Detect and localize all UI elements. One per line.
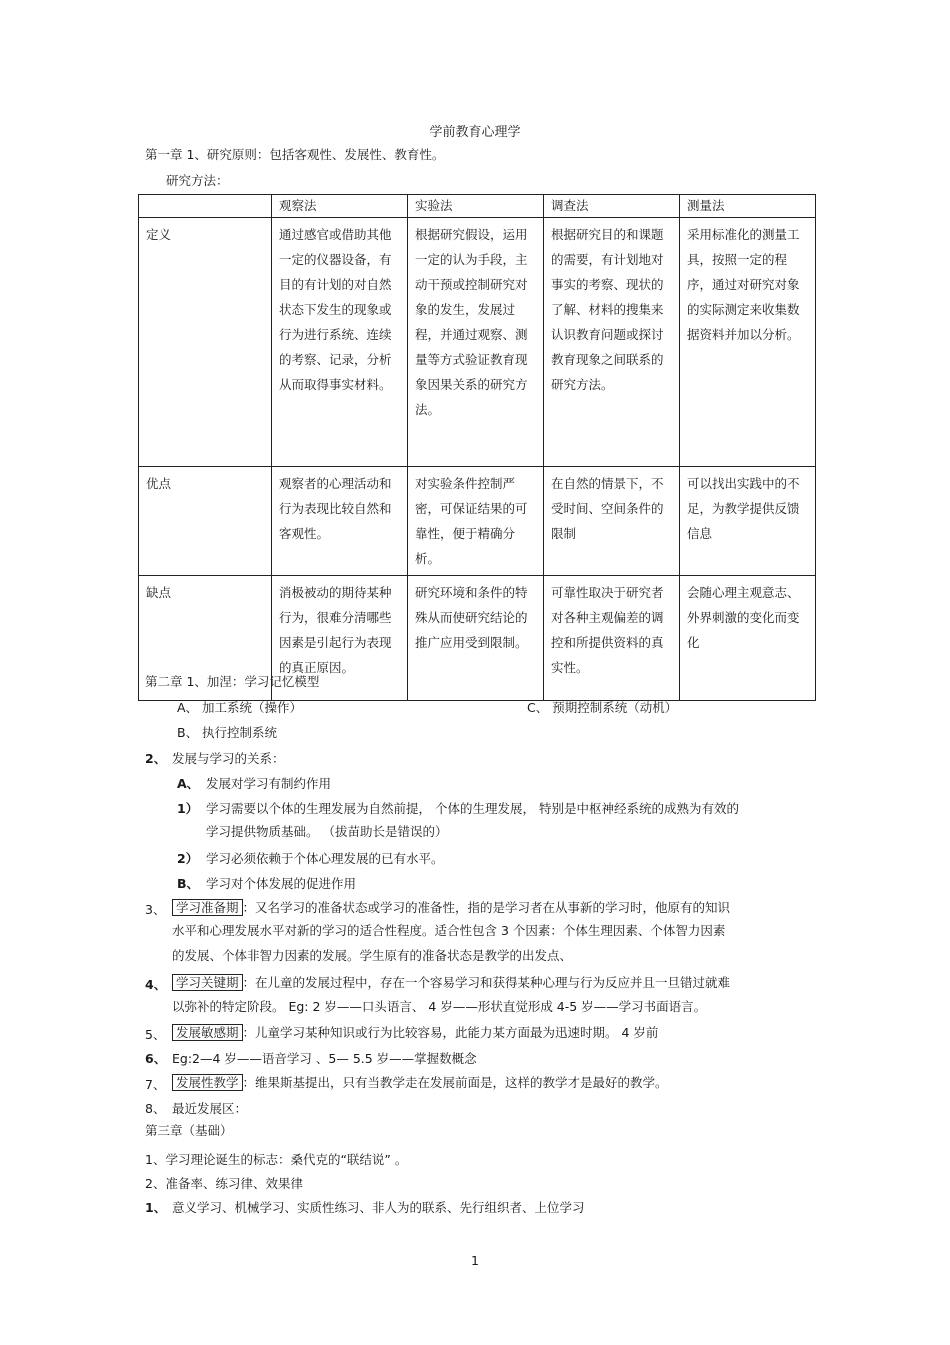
list-item: 最近发展区： — [172, 1101, 248, 1116]
list-item: 2、准备率、练习律、效果律 — [145, 1176, 303, 1191]
row-label: 定义 — [139, 218, 272, 467]
term-definition: ：维果斯基提出，只有当教学走在发展前面是，这样的教学才是最好的教学。 — [242, 1075, 668, 1090]
table-cell: 在自然的情景下，不受时间、空间条件的限制 — [544, 467, 680, 576]
item-number: 6、 — [145, 1051, 167, 1066]
list-item: 发展对学习有制约作用 — [206, 776, 332, 791]
list-item: 学习需要以个体的生理发展为自然前提， 个体的生理发展， 特别是中枢神经系统的成熟为有效的 — [206, 801, 739, 816]
table-header-cell — [139, 195, 272, 218]
list-item: 意义学习、机械学习、实质性练习、非人为的联系、先行组织者、上位学习 — [172, 1200, 585, 1215]
list-item: 学习提供物质基础。 （拔苗助长是错误的） — [206, 824, 448, 839]
chapter2-line: 第二章 1、加涅：学习记忆模型 — [145, 674, 320, 689]
list-item: 水平和心理发展水平对新的学习的适合性程度。适合性包含 3 个因素：个体生理因素、个体智力因素 — [172, 923, 726, 938]
list-item: 以弥补的特定阶段。 Eg: 2 岁——口头语言、 4 岁——形状直觉形成 4-5 岁——学习书面语言。 — [172, 999, 707, 1014]
table-row — [139, 467, 816, 576]
list-item: A、 加工系统（操作） — [177, 700, 303, 715]
table-header-row — [139, 195, 816, 218]
list-item: 的发展、个体非智力因素的发展。学生原有的准备状态是教学的出发点、 — [172, 948, 573, 963]
item-number: 3、 — [145, 902, 166, 917]
item-number: 2） — [177, 851, 199, 866]
list-item — [172, 898, 730, 916]
item-number: 1） — [177, 801, 199, 816]
item-number: 2、 — [145, 751, 167, 766]
table-header-cell: 实验法 — [408, 195, 544, 218]
item-number: 7、 — [145, 1077, 166, 1092]
list-item — [172, 1073, 668, 1091]
methods-label: 研究方法： — [166, 173, 229, 188]
table-cell: 可靠性取决于研究者对各种主观偏差的调控和所提供资料的真实性。 — [544, 576, 680, 701]
list-item: 学习必须依赖于个体心理发展的已有水平。 — [206, 851, 444, 866]
table-cell: 消极被动的期待某种行为，很难分清哪些因素是引起行为表现的真正原因。 — [272, 576, 408, 701]
term-box: 发展性教学 — [172, 1074, 243, 1091]
term-definition: ：又名学习的准备状态或学习的准备性，指的是学习者在从事新的学习时，他原有的知识 — [242, 900, 731, 915]
table-row — [139, 218, 816, 467]
term-box: 发展敏感期 — [172, 1024, 243, 1041]
item-letter: A、 — [177, 776, 200, 791]
row-label: 缺点 — [139, 576, 272, 701]
item-number: 1、 — [145, 1200, 167, 1215]
term-definition: ：儿童学习某种知识或行为比较容易，此能力某方面最为迅速时期。 4 岁前 — [242, 1025, 659, 1040]
table-cell: 会随心理主观意志、外界刺激的变化而变化 — [680, 576, 816, 701]
table-header-cell: 观察法 — [272, 195, 408, 218]
row-label: 优点 — [139, 467, 272, 576]
page-title: 学前教育心理学 — [429, 125, 521, 140]
table-cell: 对实验条件控制严密，可保证结果的可靠性，便于精确分析。 — [408, 467, 544, 576]
item-number: 8、 — [145, 1101, 166, 1116]
table-cell: 研究环境和条件的特殊从而使研究结论的推广应用受到限制。 — [408, 576, 544, 701]
table-header-cell: 调查法 — [544, 195, 680, 218]
list-item: 学习对个体发展的促进作用 — [206, 876, 357, 891]
list-item: 发展与学习的关系： — [172, 751, 285, 766]
chapter1-line: 第一章 1、研究原则：包括客观性、发展性、教育性。 — [145, 147, 445, 162]
list-item — [172, 973, 730, 991]
list-item: 1、学习理论诞生的标志：桑代克的“联结说” 。 — [145, 1152, 408, 1167]
item-letter: B、 — [177, 876, 200, 891]
item-number: 5、 — [145, 1027, 166, 1042]
term-definition: ：在儿童的发展过程中，存在一个容易学习和获得某种心理与行为反应并且一旦错过就难 — [242, 975, 731, 990]
page-number: 1 — [471, 1253, 479, 1268]
table-cell: 可以找出实践中的不足，为教学提供反馈信息 — [680, 467, 816, 576]
list-item: Eg:2—4 岁——语音学习 、5— 5.5 岁——掌握数概念 — [172, 1051, 477, 1066]
table-cell: 通过感官或借助其他一定的仪器设备，有目的有计划的对自然状态下发生的现象或行为进行系统、连续的考察、记录，分析从而取得事实材料。 — [272, 218, 408, 467]
table-header-cell: 测量法 — [680, 195, 816, 218]
table-cell: 根据研究目的和课题的需要，有计划地对事实的考察、现状的了解、材料的搜集来认识教育问题或探讨教育现象之间联系的研究方法。 — [544, 218, 680, 467]
chapter3-title: 第三章（基础） — [145, 1123, 233, 1138]
term-box: 学习关键期 — [172, 974, 243, 991]
list-item: C、 预期控制系统（动机） — [527, 700, 678, 715]
item-number: 4、 — [145, 977, 167, 992]
list-item — [172, 1023, 658, 1041]
list-item: B、 执行控制系统 — [177, 725, 278, 740]
table-cell: 根据研究假设，运用一定的认为手段，主动干预或控制研究对象的发生，发展过程，并通过观察、测量等方式验证教育现象因果关系的研究方法。 — [408, 218, 544, 467]
table-cell: 采用标准化的测量工具，按照一定的程序，通过对研究对象的实际测定来收集数据资料并加以分析。 — [680, 218, 816, 467]
research-methods-table — [138, 194, 816, 701]
table-cell: 观察者的心理活动和行为表现比较自然和客观性。 — [272, 467, 408, 576]
term-box: 学习准备期 — [172, 899, 243, 916]
